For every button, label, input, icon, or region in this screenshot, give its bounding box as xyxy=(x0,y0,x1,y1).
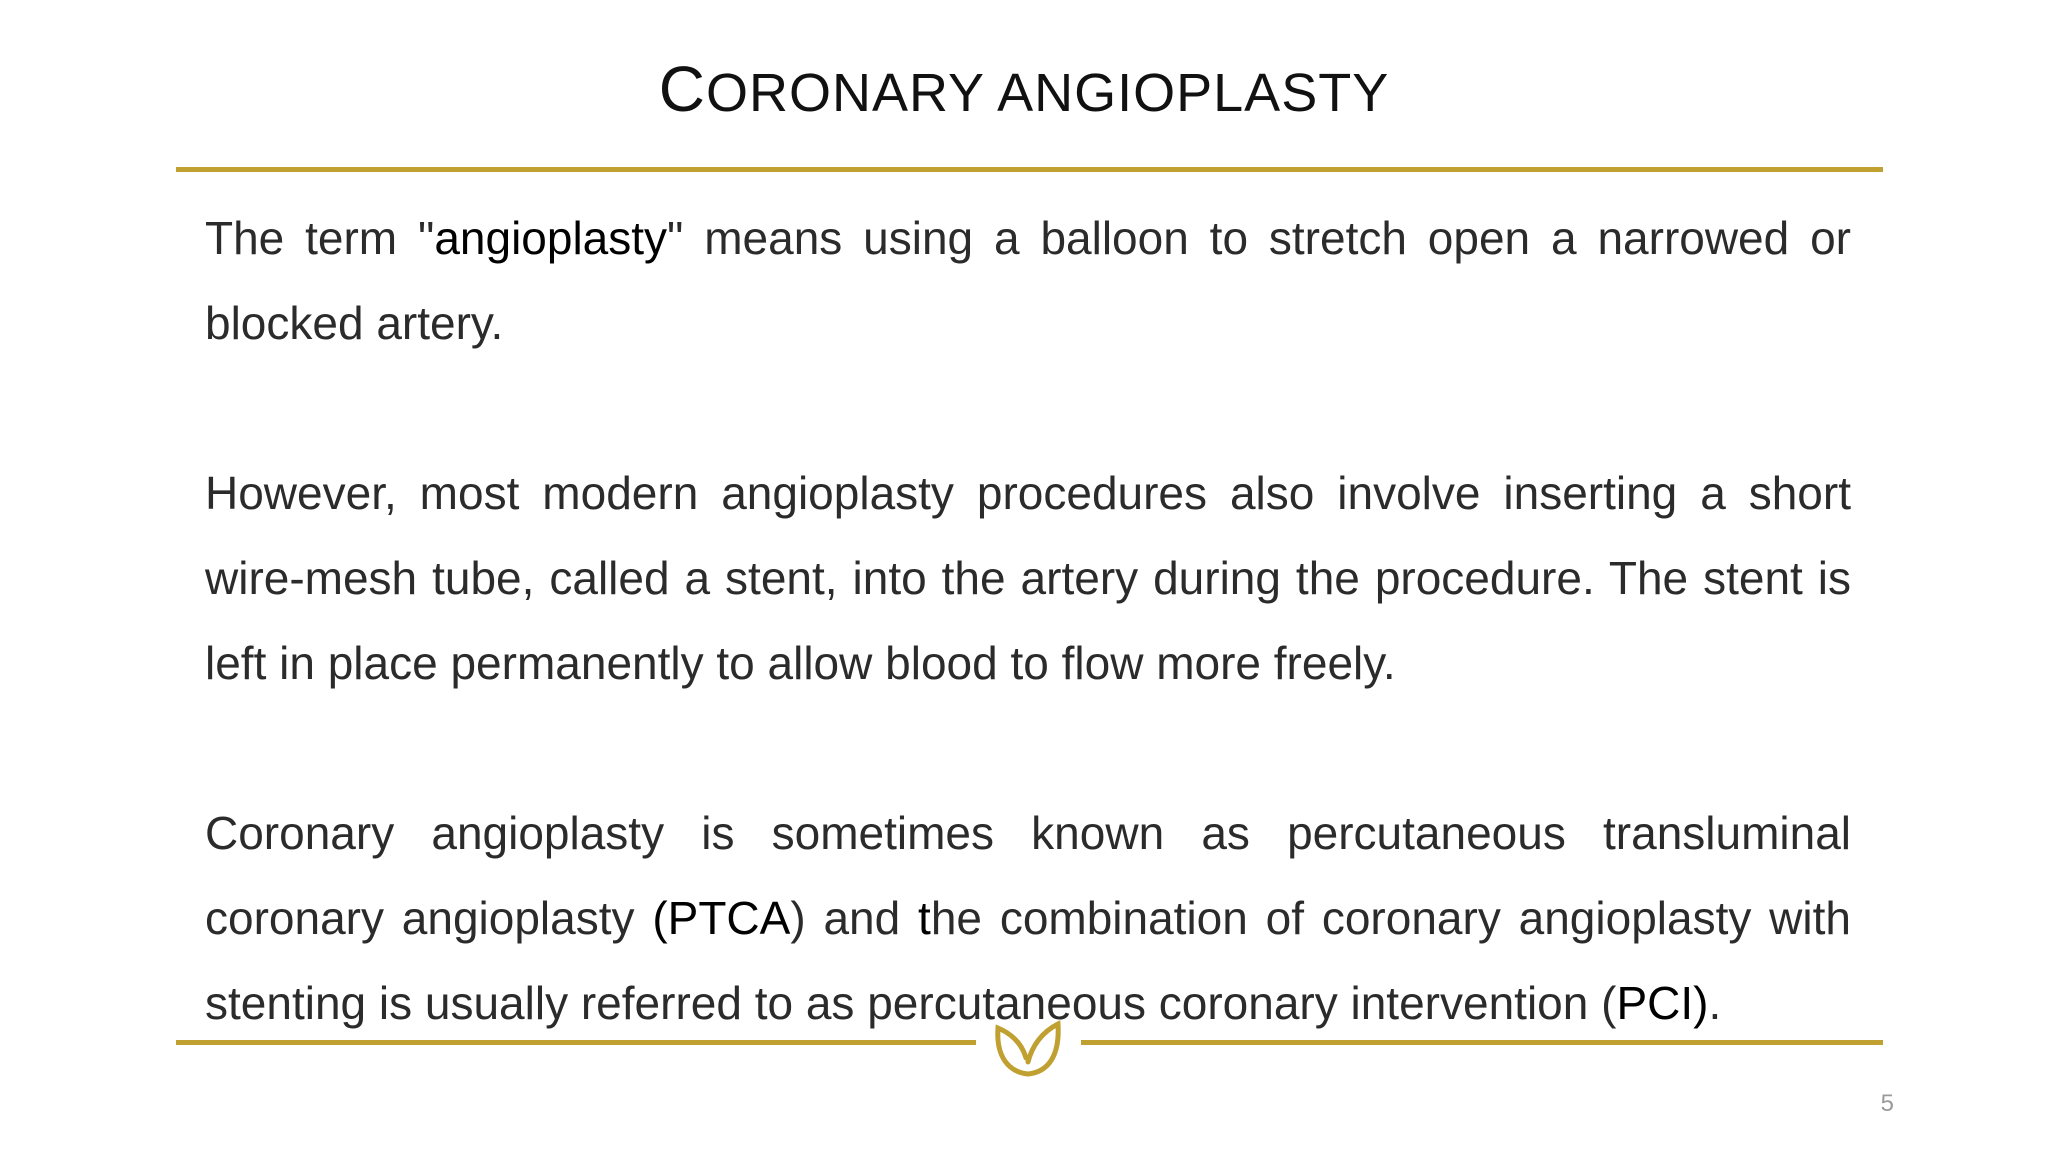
page-number: 5 xyxy=(1880,1090,1894,1117)
footer-divider-right xyxy=(1081,1040,1883,1045)
title-divider xyxy=(176,167,1883,172)
paragraph-terminology xyxy=(205,791,1851,1046)
term-angioplasty: angioplasty xyxy=(434,212,668,264)
leaf-logo-icon xyxy=(990,1014,1066,1080)
paragraph-text: The term " xyxy=(205,212,435,264)
footer-divider-left xyxy=(176,1040,976,1045)
paragraph-text: . xyxy=(1708,977,1722,1029)
paragraph-text: Coronary angioplasty is sometimes known as percutaneous transluminal coronary angioplasty xyxy=(205,807,1851,944)
paragraph-stent: However, most modern angioplasty procedures also involve inserting a short wire-mesh tube, called a stent, into the artery during the procedure. The stent is left in place permanently to allow blood to flow more freely. xyxy=(205,467,1851,689)
slide-title-rest: ORONARY ANGIOPLASTY xyxy=(706,63,1390,123)
paragraph-text: he combination of coronary angioplasty with stenting is usually referred to as percutaneous coronary intervention ( xyxy=(205,892,1851,1029)
slide-title-initial: C xyxy=(658,53,706,125)
paragraph-text: " means using a balloon to stretch open a narrowed or blocked artery. xyxy=(205,212,1851,349)
term-ptca: (PTCA xyxy=(652,892,791,944)
paragraph-definition xyxy=(205,196,1851,366)
slide-body xyxy=(205,196,1851,1046)
paragraph-text: ) and xyxy=(790,892,919,944)
paragraph-text-emphasis: t xyxy=(918,892,931,944)
slide-title xyxy=(0,52,2048,126)
term-pci: PCI) xyxy=(1616,977,1709,1029)
